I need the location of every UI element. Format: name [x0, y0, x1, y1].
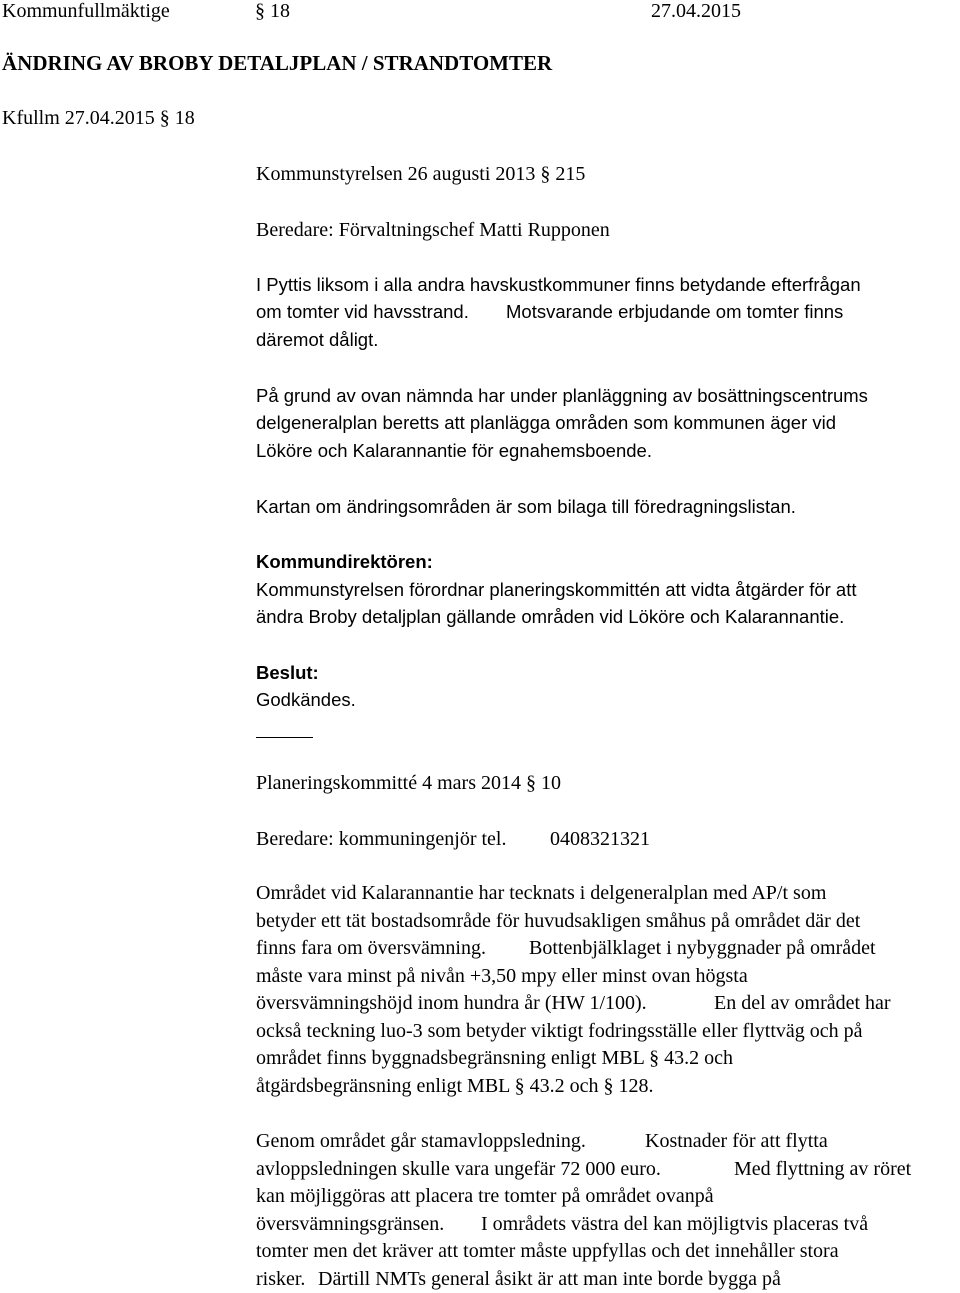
text-line: Genom området går stamavloppsledning. [256, 1130, 586, 1152]
reference-line: Kfullm 27.04.2015 § 18 [2, 107, 195, 129]
preparer-line: Beredare: kommuningenjör tel. [256, 828, 507, 850]
text-line: Bottenbjälklaget i nybyggnader på området [529, 937, 876, 959]
separator-line [256, 737, 313, 738]
text-line: om tomter vid havsstrand. [256, 301, 469, 322]
attachment-note: Kartan om ändringsområden är som bilaga till föredragningslistan. [256, 496, 796, 517]
meeting-date: 27.04.2015 [651, 0, 741, 22]
meeting-ks: Kommunstyrelsen 26 augusti 2013 § 215 [256, 163, 586, 185]
text-line: delgeneralplan beretts att planlägga områden som kommunen äger vid [256, 412, 837, 433]
text-line: I områdets västra del kan möjligtvis placeras två [481, 1213, 869, 1235]
text-line: kan möjliggöras att placera tre tomter på området ovanpå [256, 1185, 714, 1207]
preparer-line: Beredare: Förvaltningschef Matti Rupponen [256, 219, 610, 241]
meeting-pk: Planeringskommitté 4 mars 2014 § 10 [256, 772, 561, 794]
meeting-name: Kommunfullmäktige [2, 0, 170, 22]
text-line: området finns byggnadsbegränsning enligt MBL § 43.2 och [256, 1047, 733, 1069]
text-line: ändra Broby detaljplan gällande områden vid Lököre och Kalarannantie. [256, 606, 845, 627]
text-line: risker. [256, 1268, 306, 1290]
text-line: översvämningsgränsen. [256, 1213, 445, 1235]
text-line: däremot dåligt. [256, 329, 379, 350]
preparer-phone: 0408321321 [550, 828, 650, 850]
page-title: ÄNDRING AV BROBY DETALJPLAN / STRANDTOMTER [2, 51, 553, 75]
text-line: också teckning luo-3 som betyder viktigt fodringsställe eller flyttväg och på [256, 1020, 863, 1042]
text-line: En del av området har [714, 992, 891, 1014]
text-line: Kostnader för att flytta [645, 1130, 828, 1152]
text-line: På grund av ovan nämnda har under planläggning av bosättningscentrums [256, 385, 868, 406]
text-line: Med flyttning av röret [734, 1158, 912, 1180]
text-line: översvämningshöjd inom hundra år (HW 1/100). [256, 992, 647, 1014]
text-line: Lököre och Kalarannantie för egnahemsboende. [256, 440, 652, 461]
text-line: tomter men det kräver att tomter måste uppfyllas och det innehåller stora [256, 1240, 839, 1262]
decision-text: Godkändes. [256, 689, 356, 710]
text-line: avloppsledningen skulle vara ungefär 72 000 euro. [256, 1158, 661, 1180]
text-line: Därtill NMTs general åsikt är att man inte borde bygga på [318, 1268, 781, 1290]
proposal-label: Kommundirektören: [256, 551, 433, 572]
text-line: Motsvarande erbjudande om tomter finns [506, 301, 844, 322]
decision-label: Beslut: [256, 662, 319, 683]
text-line: åtgärdsbegränsning enligt MBL § 43.2 och § 128. [256, 1075, 654, 1097]
text-line: Kommunstyrelsen förordnar planeringskommittén att vidta åtgärder för att [256, 579, 857, 600]
text-line: måste vara minst på nivån +3,50 mpy eller minst ovan högsta [256, 965, 748, 987]
text-line: finns fara om översvämning. [256, 937, 486, 959]
text-line: betyder ett tät bostadsområde för huvudsakligen småhus på området där det [256, 910, 861, 932]
text-line: I Pyttis liksom i alla andra havskustkommuner finns betydande efterfrågan [256, 274, 861, 295]
section-number: § 18 [255, 0, 290, 22]
text-line: Området vid Kalarannantie har tecknats i delgeneralplan med AP/t som [256, 882, 827, 904]
